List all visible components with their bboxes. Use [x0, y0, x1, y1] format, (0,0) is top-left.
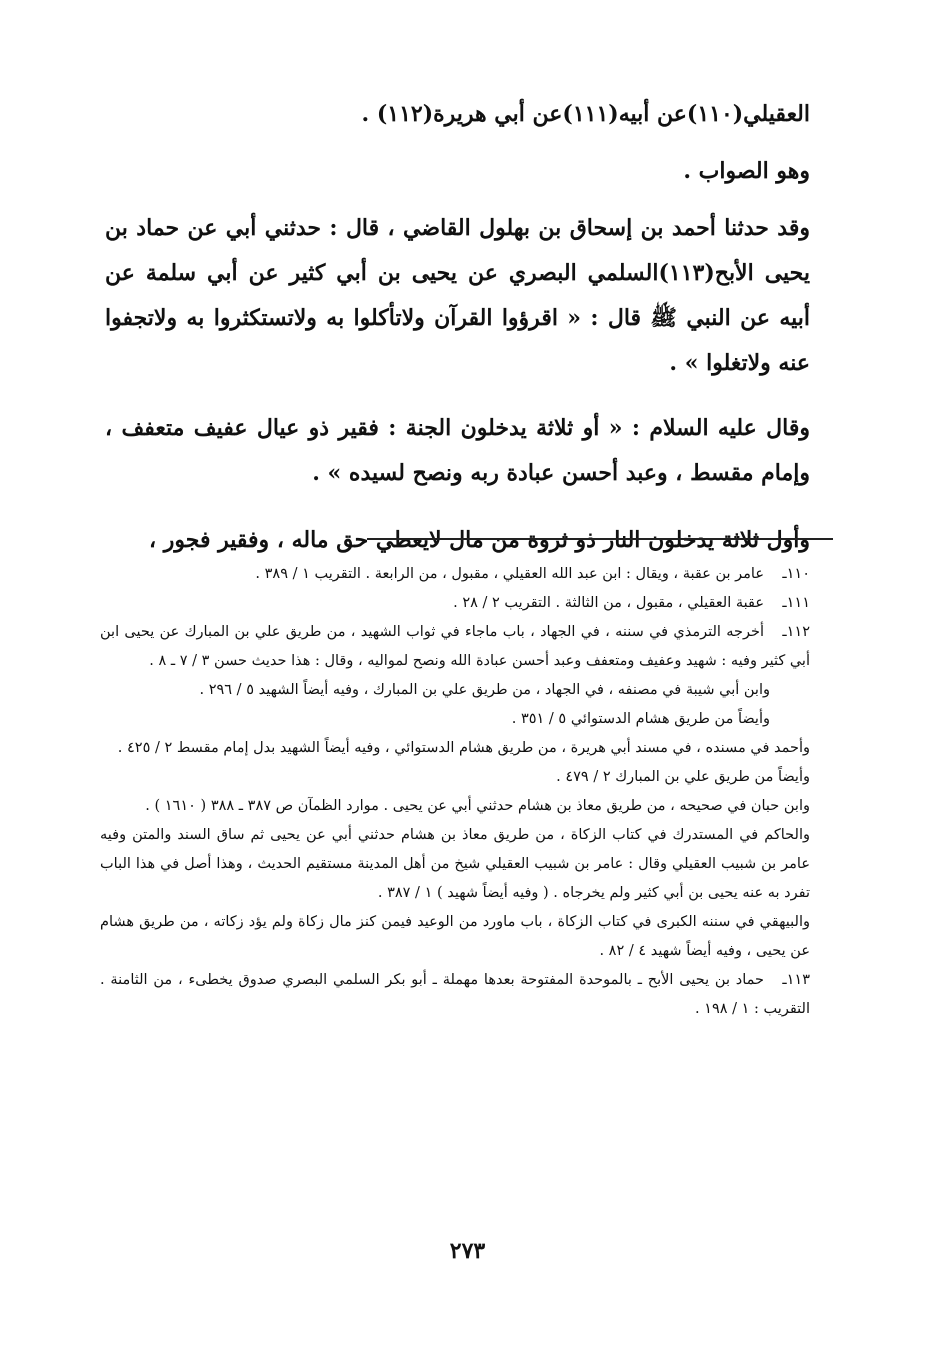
footnote-text: عامر بن عقبة ، ويقال : ابن عبد الله العقيلي ، مقبول ، من الرابعة . التقريب ١ / ٣٨٩ .: [255, 566, 764, 582]
main-text: [105, 92, 810, 563]
paragraph-hadith-quran: وقد حدثنا أحمد بن إسحاق بن بهلول القاضي ، قال : حدثني أبي عن حماد بن يحيى الأبح(١١٣)السلمي البصري عن يحيى بن أبي كثير عن أبي سلمة عن أبيه عن النبي ﷺ قال : « اقرؤوا القرآن ولاتأكلوا به ولاتستكثروا به ولاتجفوا عنه ولاتغلوا » .: [105, 215, 810, 376]
footnote-text: عقبة العقيلي ، مقبول ، من الثالثة . التقريب ٢ / ٢٨ .: [453, 595, 764, 611]
footnote-text: حماد بن يحيى الأبح ـ بالموحدة المفتوحة بعدها مهملة ـ أبو بكر السلمي البصري صدوق يخطىء ، من الثامنة . التقريب : ١ / ١٩٨ .: [100, 972, 810, 1017]
paragraph-three-paradise: وقال عليه السلام : « أو ثلاثة يدخلون الجنة : فقير ذو عيال عفيف متعفف ، وإمام مقسط ، وعبد أحسن عبادة ربه ونصح لسيده » .: [105, 415, 810, 486]
footnote-112-item: وأيضاً من طريق علي بن المبارك ٢ / ٤٧٩ .: [556, 769, 810, 785]
footnote-112-item: والبيهقي في سننه الكبرى في كتاب الزكاة ، باب ماورد من الوعيد فيمن كنز مال زكاة ولم يؤد زكاته ، من طريق هشام عن يحيى ، وفيه أيضاً شهيد ٤ / ٨٢ .: [100, 914, 810, 959]
footnote-112-item: وأيضاً من طريق هشام الدستوائي ٥ / ٣٥١ .: [511, 711, 770, 727]
footnote-112-item: والحاكم في المستدرك في كتاب الزكاة ، من طريق معاذ بن هشام حدثني أبي عن يحيى ثم ساق السند والمتن وفيه عامر بن شبيب العقيلي وقال : عامر بن شبيب العقيلي شيخ من أهل المدينة مستقيم الحديث ، وهذا أصل في هذا الباب تفرد به عنه يحيى بن أبي كثير ولم يخرجاه . ( وفيه أيضاً شهيد ) ١ / ٣٨٧ .: [100, 827, 810, 901]
paragraph-three-fire: وأول ثلاثة يدخلون النار ذو ثروة من مال لايعطي حق ماله ، وفقير فجور ،: [149, 527, 810, 553]
footnote-111: [100, 589, 810, 618]
page-number: ٢٧٣: [449, 1238, 486, 1264]
footnote-112-item: وابن حبان في صحيحه ، من طريق معاذ بن هشام حدثني أبي عن يحيى . موارد الظمآن ص ٣٨٧ ـ ٣٨٨ ( ١٦١٠ ) .: [145, 798, 810, 814]
footnotes: [100, 560, 810, 1024]
footnote-112: [100, 618, 810, 676]
footnote-112-item: وأحمد في مسنده ، في مسند أبي هريرة ، من طريق هشام الدستوائي ، وفيه أيضاً الشهيد بدل إمام مقسط ٢ / ٤٢٥ .: [117, 740, 810, 756]
footnote-110: [100, 560, 810, 589]
footnote-number: ١١١ـ: [782, 595, 810, 611]
paragraph-chain: العقيلي(١١٠)عن أبيه(١١١)عن أبي هريرة(١١٢) .: [361, 101, 810, 127]
footnote-number: ١١٠ـ: [782, 566, 810, 582]
footnote-113: [100, 966, 810, 1024]
paragraph-correct: وهو الصواب .: [683, 158, 810, 184]
footnote-112-item: وابن أبي شيبة في مصنفه ، في الجهاد ، من طريق علي بن المبارك ، وفيه أيضاً الشهيد ٥ / ٢٩٦ .: [199, 682, 770, 698]
footnote-number: ١١٢ـ: [782, 624, 810, 640]
footnote-number: ١١٣ـ: [782, 972, 810, 988]
footnote-separator: [367, 538, 833, 540]
footnote-text: أخرجه الترمذي في سننه ، في الجهاد ، باب ماجاء في ثواب الشهيد ، من طريق علي بن المبارك عن يحيى ابن أبي كثير وفيه : شهيد وعفيف ومتعفف وعبد أحسن عبادة الله ونصح لمواليه ، وقال : هذا حديث حسن ٣ / ٧ ـ ٨ .: [100, 624, 810, 669]
